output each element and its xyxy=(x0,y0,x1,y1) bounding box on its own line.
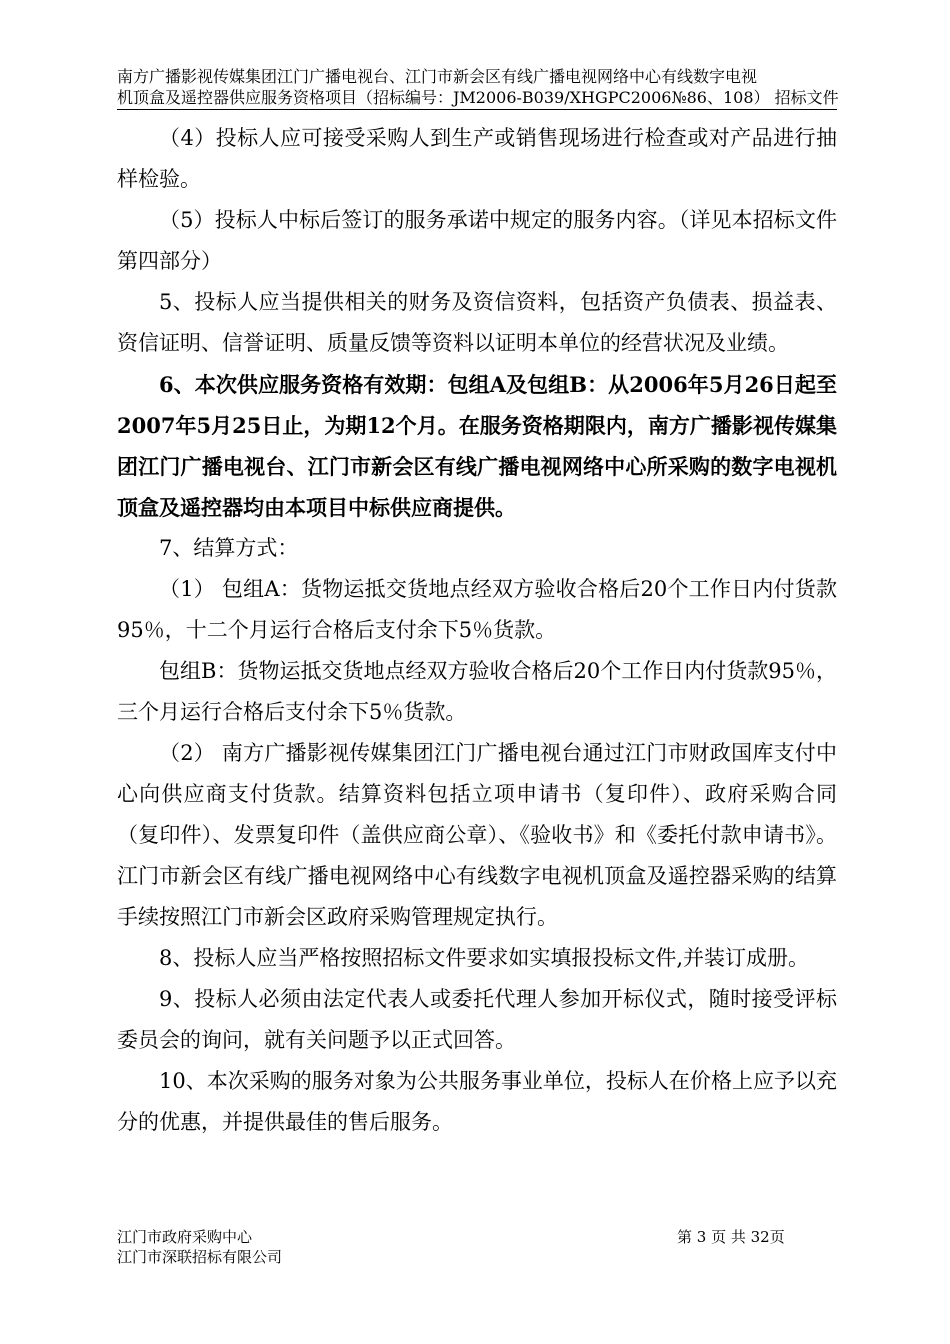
paragraph-settlement-payment: （2） 南方广播影视传媒集团江门广播电视台通过江门市财政国库支付中心向供应商支付货款。结算资料包括立项申请书（复印件）、政府采购合同（复印件）、发票复印件（盖供应商公章）、《验收书》和《委托付款申请书》。江门市新会区有线广播电视网络中心有线数字电视机顶盒及遥控器采购的结算手续按照江门市新会区政府采购管理规定执行。 xyxy=(117,741,837,929)
paragraph-settlement-package-a: （1） 包组A：货物运抵交货地点经双方验收合格后20个工作日内付货款95％，十二个月运行合格后支付余下5％货款。 xyxy=(117,577,837,642)
page-number: 第 3 页 共 32页 xyxy=(677,1228,785,1246)
header-line-1: 南方广播影视传媒集团江门广播电视台、江门市新会区有线广播电视网络中心有线数字电视 xyxy=(117,67,758,86)
document-body xyxy=(117,118,837,1143)
paragraph-validity-period: 6、本次供应服务资格有效期：包组A及包组B：从2006年5月26日起至2007年5月25日止，为期12个月。在服务资格期限内，南方广播影视传媒集团江门广播电视台、江门市新会区有线广播电视网络中心所采购的数字电视机顶盒及遥控器均由本项目中标供应商提供。 xyxy=(117,372,837,520)
paragraph-service-target: 10、本次采购的服务对象为公共服务事业单位，投标人在价格上应予以充分的优惠，并提供最佳的售后服务。 xyxy=(117,1069,837,1134)
paragraph-bid-opening: 9、投标人必须由法定代表人或委托代理人参加开标仪式，随时接受评标委员会的询问，就有关问题予以正式回答。 xyxy=(117,987,837,1052)
paragraph-5-service-commitment: （5）投标人中标后签订的服务承诺中规定的服务内容。（详见本招标文件第四部分） xyxy=(117,208,837,273)
footer-organizations xyxy=(117,1227,282,1267)
footer-org-1: 江门市政府采购中心 xyxy=(117,1228,253,1246)
paragraph-bid-documents: 8、投标人应当严格按照招标文件要求如实填报投标文件,并装订成册。 xyxy=(159,946,810,970)
paragraph-settlement-package-b: 包组B：货物运抵交货地点经双方验收合格后20个工作日内付货款95％，三个月运行合格后支付余下5％货款。 xyxy=(117,659,837,724)
footer-org-2: 江门市深联招标有限公司 xyxy=(117,1248,283,1266)
paragraph-settlement-heading: 7、结算方式： xyxy=(159,536,299,560)
page-header xyxy=(117,66,837,108)
header-divider xyxy=(117,109,837,110)
header-line-2: 机顶盒及遥控器供应服务资格项目（招标编号：JM2006-B039/XHGPC2006№86、108） 招标文件 xyxy=(117,88,839,107)
paragraph-4-inspection: （4）投标人应可接受采购人到生产或销售现场进行检查或对产品进行抽样检验。 xyxy=(117,126,837,191)
paragraph-financial-documents: 5、投标人应当提供相关的财务及资信资料，包括资产负债表、损益表、资信证明、信誉证明、质量反馈等资料以证明本单位的经营状况及业绩。 xyxy=(117,290,837,355)
